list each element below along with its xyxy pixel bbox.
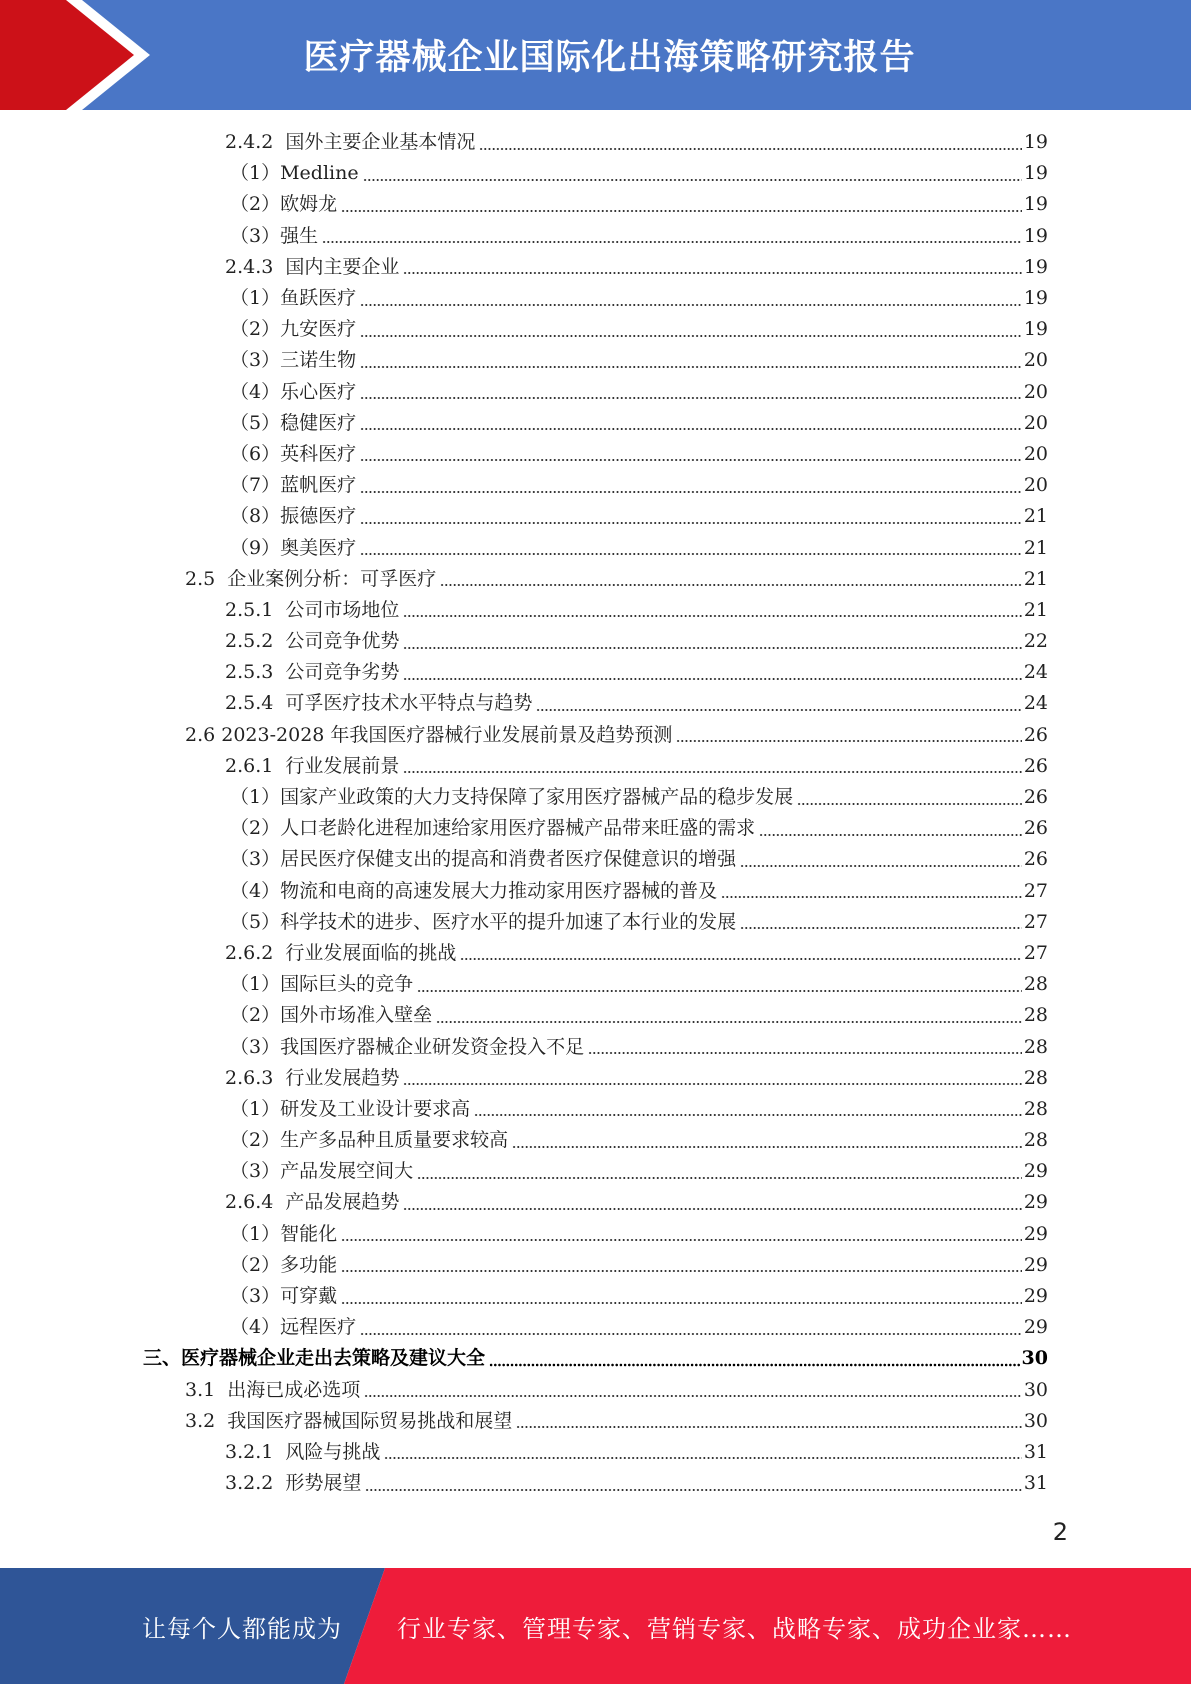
toc-entry-page: 30 bbox=[1023, 1378, 1048, 1401]
toc-entry-page: 29 bbox=[1023, 1253, 1048, 1276]
toc-entry-label: 2.5.4 可孚医疗技术水平特点与趋势 bbox=[225, 692, 533, 715]
toc-entry[interactable] bbox=[0, 1406, 1191, 1437]
toc-entry-label: 2.6 2023-2028 年我国医疗器械行业发展前景及趋势预测 bbox=[185, 723, 673, 746]
toc-entry-label: （3）产品发展空间大 bbox=[230, 1160, 414, 1183]
toc-entry-label: （2）多功能 bbox=[230, 1253, 338, 1276]
toc-entry-page: 26 bbox=[1023, 754, 1048, 777]
toc-dot-leader bbox=[403, 600, 1021, 620]
footer-slogan-right: 行业专家、管理专家、营销专家、战略专家、成功企业家…… bbox=[397, 1614, 1072, 1643]
toc-entry-page: 20 bbox=[1023, 380, 1048, 403]
toc-entry-label: 2.4.3 国内主要企业 bbox=[225, 255, 400, 278]
toc-entry[interactable] bbox=[0, 158, 1191, 189]
toc-entry-page: 20 bbox=[1023, 474, 1048, 497]
toc-dot-leader bbox=[740, 850, 1022, 870]
toc-entry-page: 28 bbox=[1023, 973, 1048, 996]
report-footer bbox=[0, 1568, 1191, 1684]
toc-entry[interactable] bbox=[0, 345, 1191, 376]
toc-dot-leader bbox=[360, 444, 1022, 464]
toc-dot-leader bbox=[588, 1037, 1022, 1057]
toc-dot-leader bbox=[516, 1411, 1022, 1431]
toc-entry-page: 28 bbox=[1023, 1066, 1048, 1089]
footer-slogan-left: 让每个人都能成为 bbox=[142, 1614, 342, 1643]
toc-dot-leader bbox=[403, 257, 1021, 277]
toc-dot-leader bbox=[364, 1380, 1022, 1400]
toc-entry-page: 29 bbox=[1023, 1160, 1048, 1183]
toc-entry-label: （1）鱼跃医疗 bbox=[230, 287, 357, 310]
toc-entry[interactable] bbox=[0, 938, 1191, 969]
toc-entry[interactable] bbox=[0, 1219, 1191, 1250]
toc-dot-leader bbox=[479, 133, 1021, 153]
toc-dot-leader bbox=[460, 943, 1021, 963]
toc-entry-page: 28 bbox=[1023, 1004, 1048, 1027]
toc-entry-page: 22 bbox=[1023, 630, 1048, 653]
report-header bbox=[0, 0, 1191, 110]
toc-entry-page: 31 bbox=[1023, 1440, 1048, 1463]
toc-entry-label: （6）英科医疗 bbox=[230, 442, 357, 465]
toc-entry[interactable] bbox=[0, 408, 1191, 439]
toc-entry[interactable] bbox=[0, 1187, 1191, 1218]
toc-dot-leader bbox=[403, 663, 1021, 683]
toc-entry-label: 2.5.1 公司市场地位 bbox=[225, 598, 400, 621]
toc-entry[interactable] bbox=[0, 1156, 1191, 1187]
toc-entry-label: （5）稳健医疗 bbox=[230, 411, 357, 434]
toc-entry[interactable] bbox=[0, 532, 1191, 563]
toc-entry-page: 28 bbox=[1023, 1129, 1048, 1152]
toc-entry-label: 2.6.2 行业发展面临的挑战 bbox=[225, 941, 457, 964]
toc-entry[interactable] bbox=[0, 127, 1191, 158]
toc-dot-leader bbox=[341, 195, 1022, 215]
toc-entry[interactable] bbox=[0, 189, 1191, 220]
toc-dot-leader bbox=[360, 1318, 1022, 1338]
toc-dot-leader bbox=[341, 1287, 1022, 1307]
toc-entry-label: 2.6.4 产品发展趋势 bbox=[225, 1191, 400, 1214]
toc-entry[interactable] bbox=[0, 595, 1191, 626]
toc-entry-label: （8）振德医疗 bbox=[230, 505, 357, 528]
toc-entry-page: 29 bbox=[1023, 1316, 1048, 1339]
toc-entry-page: 19 bbox=[1023, 162, 1048, 185]
toc-dot-leader bbox=[512, 1131, 1022, 1151]
toc-entry-label: 2.6.3 行业发展趋势 bbox=[225, 1066, 400, 1089]
toc-entry[interactable] bbox=[0, 221, 1191, 252]
toc-entry-label: （3）强生 bbox=[230, 224, 319, 247]
toc-entry-page: 20 bbox=[1023, 442, 1048, 465]
toc-entry-page: 19 bbox=[1023, 193, 1048, 216]
toc-entry-label: （1）Medline bbox=[230, 162, 359, 185]
toc-entry[interactable] bbox=[0, 501, 1191, 532]
toc-dot-leader bbox=[417, 1162, 1022, 1182]
toc-entry-page: 28 bbox=[1023, 1035, 1048, 1058]
toc-entry[interactable] bbox=[0, 314, 1191, 345]
toc-dot-leader bbox=[489, 1349, 1020, 1369]
toc-entry[interactable] bbox=[0, 844, 1191, 875]
toc-entry[interactable] bbox=[0, 1000, 1191, 1031]
toc-entry[interactable] bbox=[0, 1125, 1191, 1156]
toc-entry[interactable] bbox=[0, 782, 1191, 813]
toc-entry-label: 2.6.1 行业发展前景 bbox=[225, 754, 400, 777]
toc-entry[interactable] bbox=[0, 1437, 1191, 1468]
toc-entry-page: 29 bbox=[1023, 1222, 1048, 1245]
toc-entry[interactable] bbox=[0, 626, 1191, 657]
toc-entry-label: （1）智能化 bbox=[230, 1222, 338, 1245]
toc-dot-leader bbox=[440, 569, 1022, 589]
toc-entry[interactable] bbox=[0, 688, 1191, 719]
toc-dot-leader bbox=[759, 819, 1022, 839]
toc-entry-label: （1）国家产业政策的大力支持保障了家用医疗器械产品的稳步发展 bbox=[230, 786, 794, 809]
toc-entry-label: （7）蓝帆医疗 bbox=[230, 474, 357, 497]
toc-dot-leader bbox=[403, 1068, 1021, 1088]
toc-entry-page: 21 bbox=[1023, 567, 1048, 590]
toc-entry-label: （4）远程医疗 bbox=[230, 1316, 357, 1339]
toc-entry-page: 19 bbox=[1023, 287, 1048, 310]
toc-dot-leader bbox=[360, 289, 1022, 309]
toc-entry[interactable] bbox=[0, 1063, 1191, 1094]
toc-entry[interactable] bbox=[0, 1094, 1191, 1125]
toc-entry-label: 2.4.2 国外主要企业基本情况 bbox=[225, 131, 476, 154]
toc-dot-leader bbox=[341, 1255, 1022, 1275]
toc-entry-page: 21 bbox=[1023, 536, 1048, 559]
toc-dot-leader bbox=[721, 881, 1022, 901]
toc-entry[interactable] bbox=[0, 657, 1191, 688]
toc-entry[interactable] bbox=[0, 439, 1191, 470]
toc-entry[interactable] bbox=[0, 1468, 1191, 1499]
toc-entry[interactable] bbox=[0, 1250, 1191, 1281]
toc-entry[interactable] bbox=[0, 252, 1191, 283]
toc-entry-page: 27 bbox=[1023, 879, 1048, 902]
toc-dot-leader bbox=[797, 788, 1022, 808]
toc-dot-leader bbox=[384, 1442, 1021, 1462]
toc-entry[interactable] bbox=[0, 283, 1191, 314]
toc-dot-leader bbox=[360, 507, 1022, 527]
page-number: 2 bbox=[1052, 1518, 1068, 1546]
toc-entry[interactable] bbox=[0, 720, 1191, 751]
table-of-contents bbox=[0, 127, 1191, 1499]
toc-entry[interactable] bbox=[0, 1031, 1191, 1062]
toc-entry[interactable] bbox=[0, 907, 1191, 938]
toc-entry-page: 29 bbox=[1023, 1285, 1048, 1308]
toc-entry-label: （9）奥美医疗 bbox=[230, 536, 357, 559]
toc-entry-page: 27 bbox=[1023, 941, 1048, 964]
toc-entry-label: （3）我国医疗器械企业研发资金投入不足 bbox=[230, 1035, 585, 1058]
toc-entry[interactable] bbox=[0, 876, 1191, 907]
toc-entry-page: 26 bbox=[1023, 786, 1048, 809]
toc-dot-leader bbox=[436, 1006, 1022, 1026]
toc-entry-page: 26 bbox=[1023, 848, 1048, 871]
toc-dot-leader bbox=[536, 694, 1021, 714]
toc-entry-label: （4）物流和电商的高速发展大力推动家用医疗器械的普及 bbox=[230, 879, 718, 902]
toc-dot-leader bbox=[474, 1099, 1022, 1119]
toc-entry-page: 24 bbox=[1023, 661, 1048, 684]
toc-entry-label: （2）人口老龄化进程加速给家用医疗器械产品带来旺盛的需求 bbox=[230, 817, 756, 840]
toc-dot-leader bbox=[360, 320, 1022, 340]
toc-entry[interactable] bbox=[0, 969, 1191, 1000]
toc-entry-page: 30 bbox=[1023, 1409, 1048, 1432]
toc-dot-leader bbox=[403, 756, 1021, 776]
toc-entry-page: 21 bbox=[1023, 598, 1048, 621]
toc-entry[interactable] bbox=[0, 751, 1191, 782]
toc-entry[interactable] bbox=[0, 564, 1191, 595]
toc-entry-page: 19 bbox=[1023, 255, 1048, 278]
toc-entry[interactable] bbox=[0, 1281, 1191, 1312]
toc-entry-page: 19 bbox=[1023, 224, 1048, 247]
toc-entry-label: 3.2 我国医疗器械国际贸易挑战和展望 bbox=[185, 1409, 513, 1432]
toc-entry-label: 3.1 出海已成必选项 bbox=[185, 1378, 361, 1401]
toc-dot-leader bbox=[363, 164, 1022, 184]
toc-entry-page: 21 bbox=[1023, 505, 1048, 528]
toc-entry[interactable] bbox=[0, 1312, 1191, 1343]
toc-entry-label: 3.2.1 风险与挑战 bbox=[225, 1440, 381, 1463]
toc-dot-leader bbox=[360, 476, 1022, 496]
toc-entry-page: 24 bbox=[1023, 692, 1048, 715]
toc-dot-leader bbox=[322, 226, 1022, 246]
toc-entry-label: （3）三诺生物 bbox=[230, 349, 357, 372]
report-title: 医疗器械企业国际化出海策略研究报告 bbox=[303, 38, 916, 78]
toc-entry-page: 26 bbox=[1023, 723, 1048, 746]
toc-entry-label: （2）国外市场准入壁垒 bbox=[230, 1004, 433, 1027]
toc-entry-label: （3）可穿戴 bbox=[230, 1285, 338, 1308]
toc-entry-label: （2）欧姆龙 bbox=[230, 193, 338, 216]
toc-entry-label: （4）乐心医疗 bbox=[230, 380, 357, 403]
toc-entry-label: 3.2.2 形势展望 bbox=[225, 1472, 362, 1495]
toc-entry[interactable] bbox=[0, 1343, 1191, 1374]
toc-entry-page: 31 bbox=[1023, 1472, 1048, 1495]
toc-dot-leader bbox=[740, 912, 1022, 932]
toc-dot-leader bbox=[360, 351, 1022, 371]
toc-dot-leader bbox=[676, 725, 1021, 745]
toc-entry-label: （2）九安医疗 bbox=[230, 318, 357, 341]
toc-entry-page: 30 bbox=[1021, 1347, 1048, 1370]
toc-dot-leader bbox=[360, 413, 1022, 433]
toc-entry-label: （3）居民医疗保健支出的提高和消费者医疗保健意识的增强 bbox=[230, 848, 737, 871]
toc-entry-page: 19 bbox=[1023, 318, 1048, 341]
toc-entry[interactable] bbox=[0, 377, 1191, 408]
toc-entry-label: 三、医疗器械企业走出去策略及建议大全 bbox=[143, 1347, 486, 1370]
toc-entry-page: 20 bbox=[1023, 411, 1048, 434]
toc-entry[interactable] bbox=[0, 470, 1191, 501]
toc-entry-label: 2.5.2 公司竞争优势 bbox=[225, 630, 400, 653]
toc-entry-page: 27 bbox=[1023, 910, 1048, 933]
toc-dot-leader bbox=[417, 975, 1022, 995]
toc-entry-label: （1）研发及工业设计要求高 bbox=[230, 1097, 471, 1120]
toc-dot-leader bbox=[360, 538, 1022, 558]
toc-dot-leader bbox=[365, 1474, 1021, 1494]
toc-entry[interactable] bbox=[0, 1375, 1191, 1406]
toc-entry-page: 19 bbox=[1023, 131, 1048, 154]
toc-dot-leader bbox=[403, 1193, 1021, 1213]
toc-entry-label: 2.5 企业案例分析：可孚医疗 bbox=[185, 567, 437, 590]
toc-entry-label: （1）国际巨头的竞争 bbox=[230, 973, 414, 996]
toc-entry-page: 29 bbox=[1023, 1191, 1048, 1214]
toc-entry-page: 20 bbox=[1023, 349, 1048, 372]
toc-entry[interactable] bbox=[0, 813, 1191, 844]
toc-dot-leader bbox=[360, 382, 1022, 402]
toc-entry-page: 28 bbox=[1023, 1097, 1048, 1120]
toc-dot-leader bbox=[341, 1224, 1022, 1244]
toc-entry-label: （2）生产多品种且质量要求较高 bbox=[230, 1129, 509, 1152]
toc-entry-label: （5）科学技术的进步、医疗水平的提升加速了本行业的发展 bbox=[230, 910, 737, 933]
toc-dot-leader bbox=[403, 632, 1021, 652]
toc-entry-page: 26 bbox=[1023, 817, 1048, 840]
toc-entry-label: 2.5.3 公司竞争劣势 bbox=[225, 661, 400, 684]
